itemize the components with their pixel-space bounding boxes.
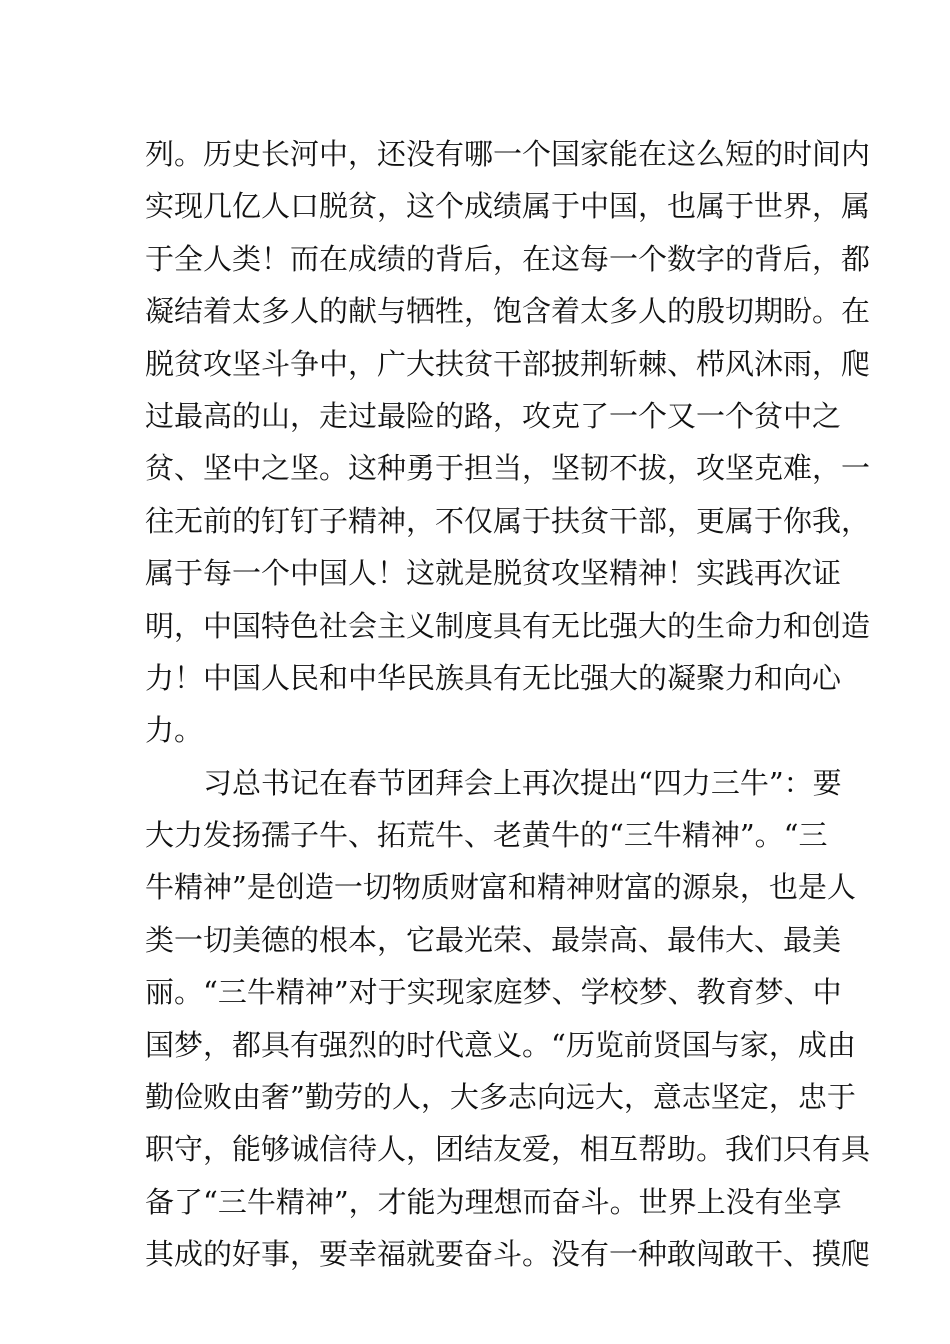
text-line: 贫、坚中之坚。这种勇于担当，坚韧不拔，攻坚克难，一 — [145, 451, 871, 486]
text-line: 于全人类！而在成绩的背后，在这每一个数字的背后，都 — [145, 241, 871, 276]
paragraph-1 — [145, 128, 871, 757]
text-line: 力！中国人民和中华民族具有无比强大的凝聚力和向心 — [145, 660, 842, 695]
text-line: 列。历史长河中，还没有哪一个国家能在这么短的时间内 — [145, 137, 871, 171]
text-line: 勤俭败由奢”勤劳的人，大多志向远大，意志坚定，忠于 — [145, 1080, 856, 1115]
text-line: 凝结着太多人的献与牺牲，饱含着太多人的殷切期盼。在 — [145, 294, 871, 329]
paragraph-2 — [145, 757, 871, 1281]
text-line: 其成的好事，要幸福就要奋斗。没有一种敢闯敢干、摸爬 — [145, 1237, 871, 1272]
text-line: 职守，能够诚信待人，团结友爱，相互帮助。我们只有具 — [145, 1132, 871, 1167]
text-line: 牛精神”是创造一切物质财富和精神财富的源泉，也是人 — [145, 870, 856, 905]
text-line: 脱贫攻坚斗争中，广大扶贫干部披荆斩棘、栉风沐雨，爬 — [145, 346, 871, 381]
text-line: 属于每一个中国人！这就是脱贫攻坚精神！实践再次证 — [145, 556, 842, 591]
text-line: 明，中国特色社会主义制度具有无比强大的生命力和创造 — [145, 608, 871, 643]
text-line: 往无前的钉钉子精神，不仅属于扶贫干部，更属于你我， — [145, 503, 871, 538]
text-line: 过最高的山，走过最险的路，攻克了一个又一个贫中之 — [145, 398, 842, 433]
text-line: 丽。“三牛精神”对于实现家庭梦、学校梦、教育梦、中 — [145, 975, 842, 1010]
text-line: 实现几亿人口脱贫，这个成绩属于中国，也属于世界，属 — [145, 189, 871, 224]
text-line: 备了“三牛精神”，才能为理想而奋斗。世界上没有坐享 — [145, 1184, 842, 1219]
text-line: 类一切美德的根本，它最光荣、最崇高、最伟大、最美 — [145, 922, 842, 957]
text-line: 大力发扬孺子牛、拓荒牛、老黄牛的“三牛精神”。“三 — [145, 818, 828, 853]
text-line: 国梦，都具有强烈的时代意义。“历览前贤国与家，成由 — [145, 1027, 856, 1062]
body-text — [145, 128, 871, 1281]
text-line: 习总书记在春节团拜会上再次提出“四力三牛”：要 — [203, 765, 842, 800]
text-line: 力。 — [145, 713, 204, 748]
